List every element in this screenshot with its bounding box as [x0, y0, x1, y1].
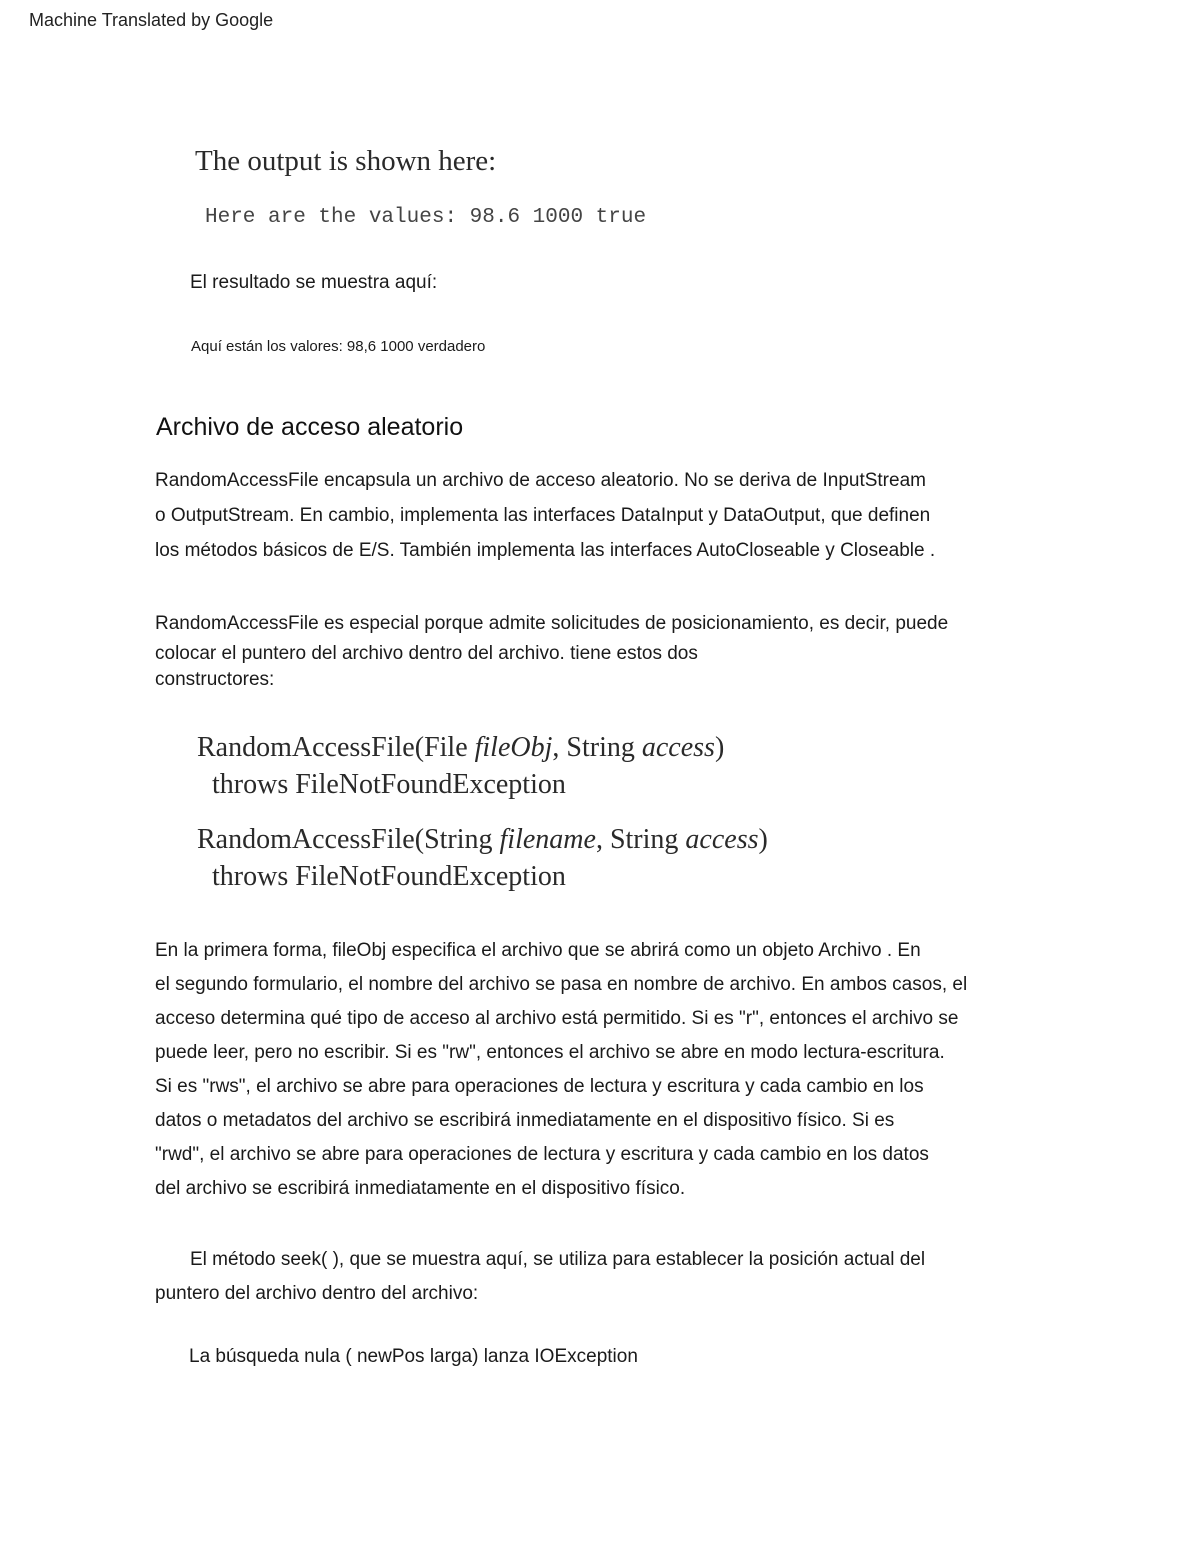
signature-param: fileObj — [474, 732, 553, 763]
paragraph-line: datos o metadatos del archivo se escribirá inmediatamente en el dispositivo físico. Si es — [155, 1110, 895, 1131]
constructor-signature-2 — [197, 821, 768, 895]
signature-suffix: ) — [714, 732, 725, 763]
paragraph-line: acceso determina qué tipo de acceso al archivo está permitido. Si es "r", entonces el archivo se — [155, 1008, 959, 1029]
paragraph-line: RandomAccessFile es especial porque admite solicitudes de posicionamiento, es decir, puede — [155, 613, 949, 634]
paragraph-intro — [155, 463, 1055, 568]
paragraph-line: puntero del archivo dentro del archivo: — [155, 1283, 479, 1304]
translated-code-output: Aquí están los valores: 98,6 1000 verdadero — [191, 338, 486, 355]
paragraph-line: RandomAccessFile encapsula un archivo de acceso aleatorio. No se deriva de InputStream — [155, 470, 926, 491]
section-title: Archivo de acceso aleatorio — [156, 413, 464, 441]
paragraph-line: del archivo se escribirá inmediatamente en el dispositivo físico. — [155, 1178, 686, 1199]
paragraph-access-modes — [155, 934, 1055, 1206]
signature-middle: , String — [595, 824, 686, 855]
paragraph-line: En la primera forma, fileObj especifica el archivo que se abrirá como un objeto Archivo . En — [155, 940, 921, 961]
paragraph-line: el segundo formulario, el nombre del archivo se pasa en nombre de archivo. En ambos casos, el — [155, 974, 968, 995]
original-output-heading: The output is shown here: — [195, 145, 497, 177]
signature-middle: , String — [552, 732, 642, 763]
paragraph-line: Si es "rws", el archivo se abre para operaciones de lectura y escritura y cada cambio en los — [155, 1076, 924, 1097]
seek-signature: La búsqueda nula ( newPos larga) lanza IOException — [189, 1346, 638, 1367]
signature-suffix: ) — [758, 824, 768, 855]
signature-param: access — [641, 732, 715, 763]
machine-translation-note: Machine Translated by Google — [29, 10, 274, 30]
paragraph-line: los métodos básicos de E/S. También implementa las interfaces AutoCloseable y Closeable . — [155, 540, 936, 561]
signature-prefix: RandomAccessFile(String — [197, 824, 500, 855]
paragraph-line: "rwd", el archivo se abre para operaciones de lectura y escritura y cada cambio en los datos — [155, 1144, 929, 1165]
paragraph-line: puede leer, pero no escribir. Si es "rw", entonces el archivo se abre en modo lectura-escritura. — [155, 1042, 945, 1063]
original-code-output: Here are the values: 98.6 1000 true — [205, 206, 647, 229]
paragraph-line: El método seek( ), que se muestra aquí, se utiliza para establecer la posición actual del — [190, 1249, 926, 1270]
paragraph-positioning — [155, 607, 1055, 693]
signature-param: filename — [499, 824, 596, 855]
paragraph-line: constructores: — [155, 669, 275, 690]
signature-param: access — [685, 824, 759, 855]
signature-throws: throws FileNotFoundException — [212, 861, 566, 892]
paragraph-line: o OutputStream. En cambio, implementa las interfaces DataInput y DataOutput, que definen — [155, 505, 931, 526]
paragraph-seek — [155, 1243, 1055, 1311]
signature-throws: throws FileNotFoundException — [212, 769, 566, 800]
paragraph-line: colocar el puntero del archivo dentro del archivo. tiene estos dos — [155, 643, 698, 664]
translated-output-heading: El resultado se muestra aquí: — [190, 272, 438, 293]
constructor-signature-1 — [197, 729, 724, 803]
signature-prefix: RandomAccessFile(File — [197, 732, 475, 763]
